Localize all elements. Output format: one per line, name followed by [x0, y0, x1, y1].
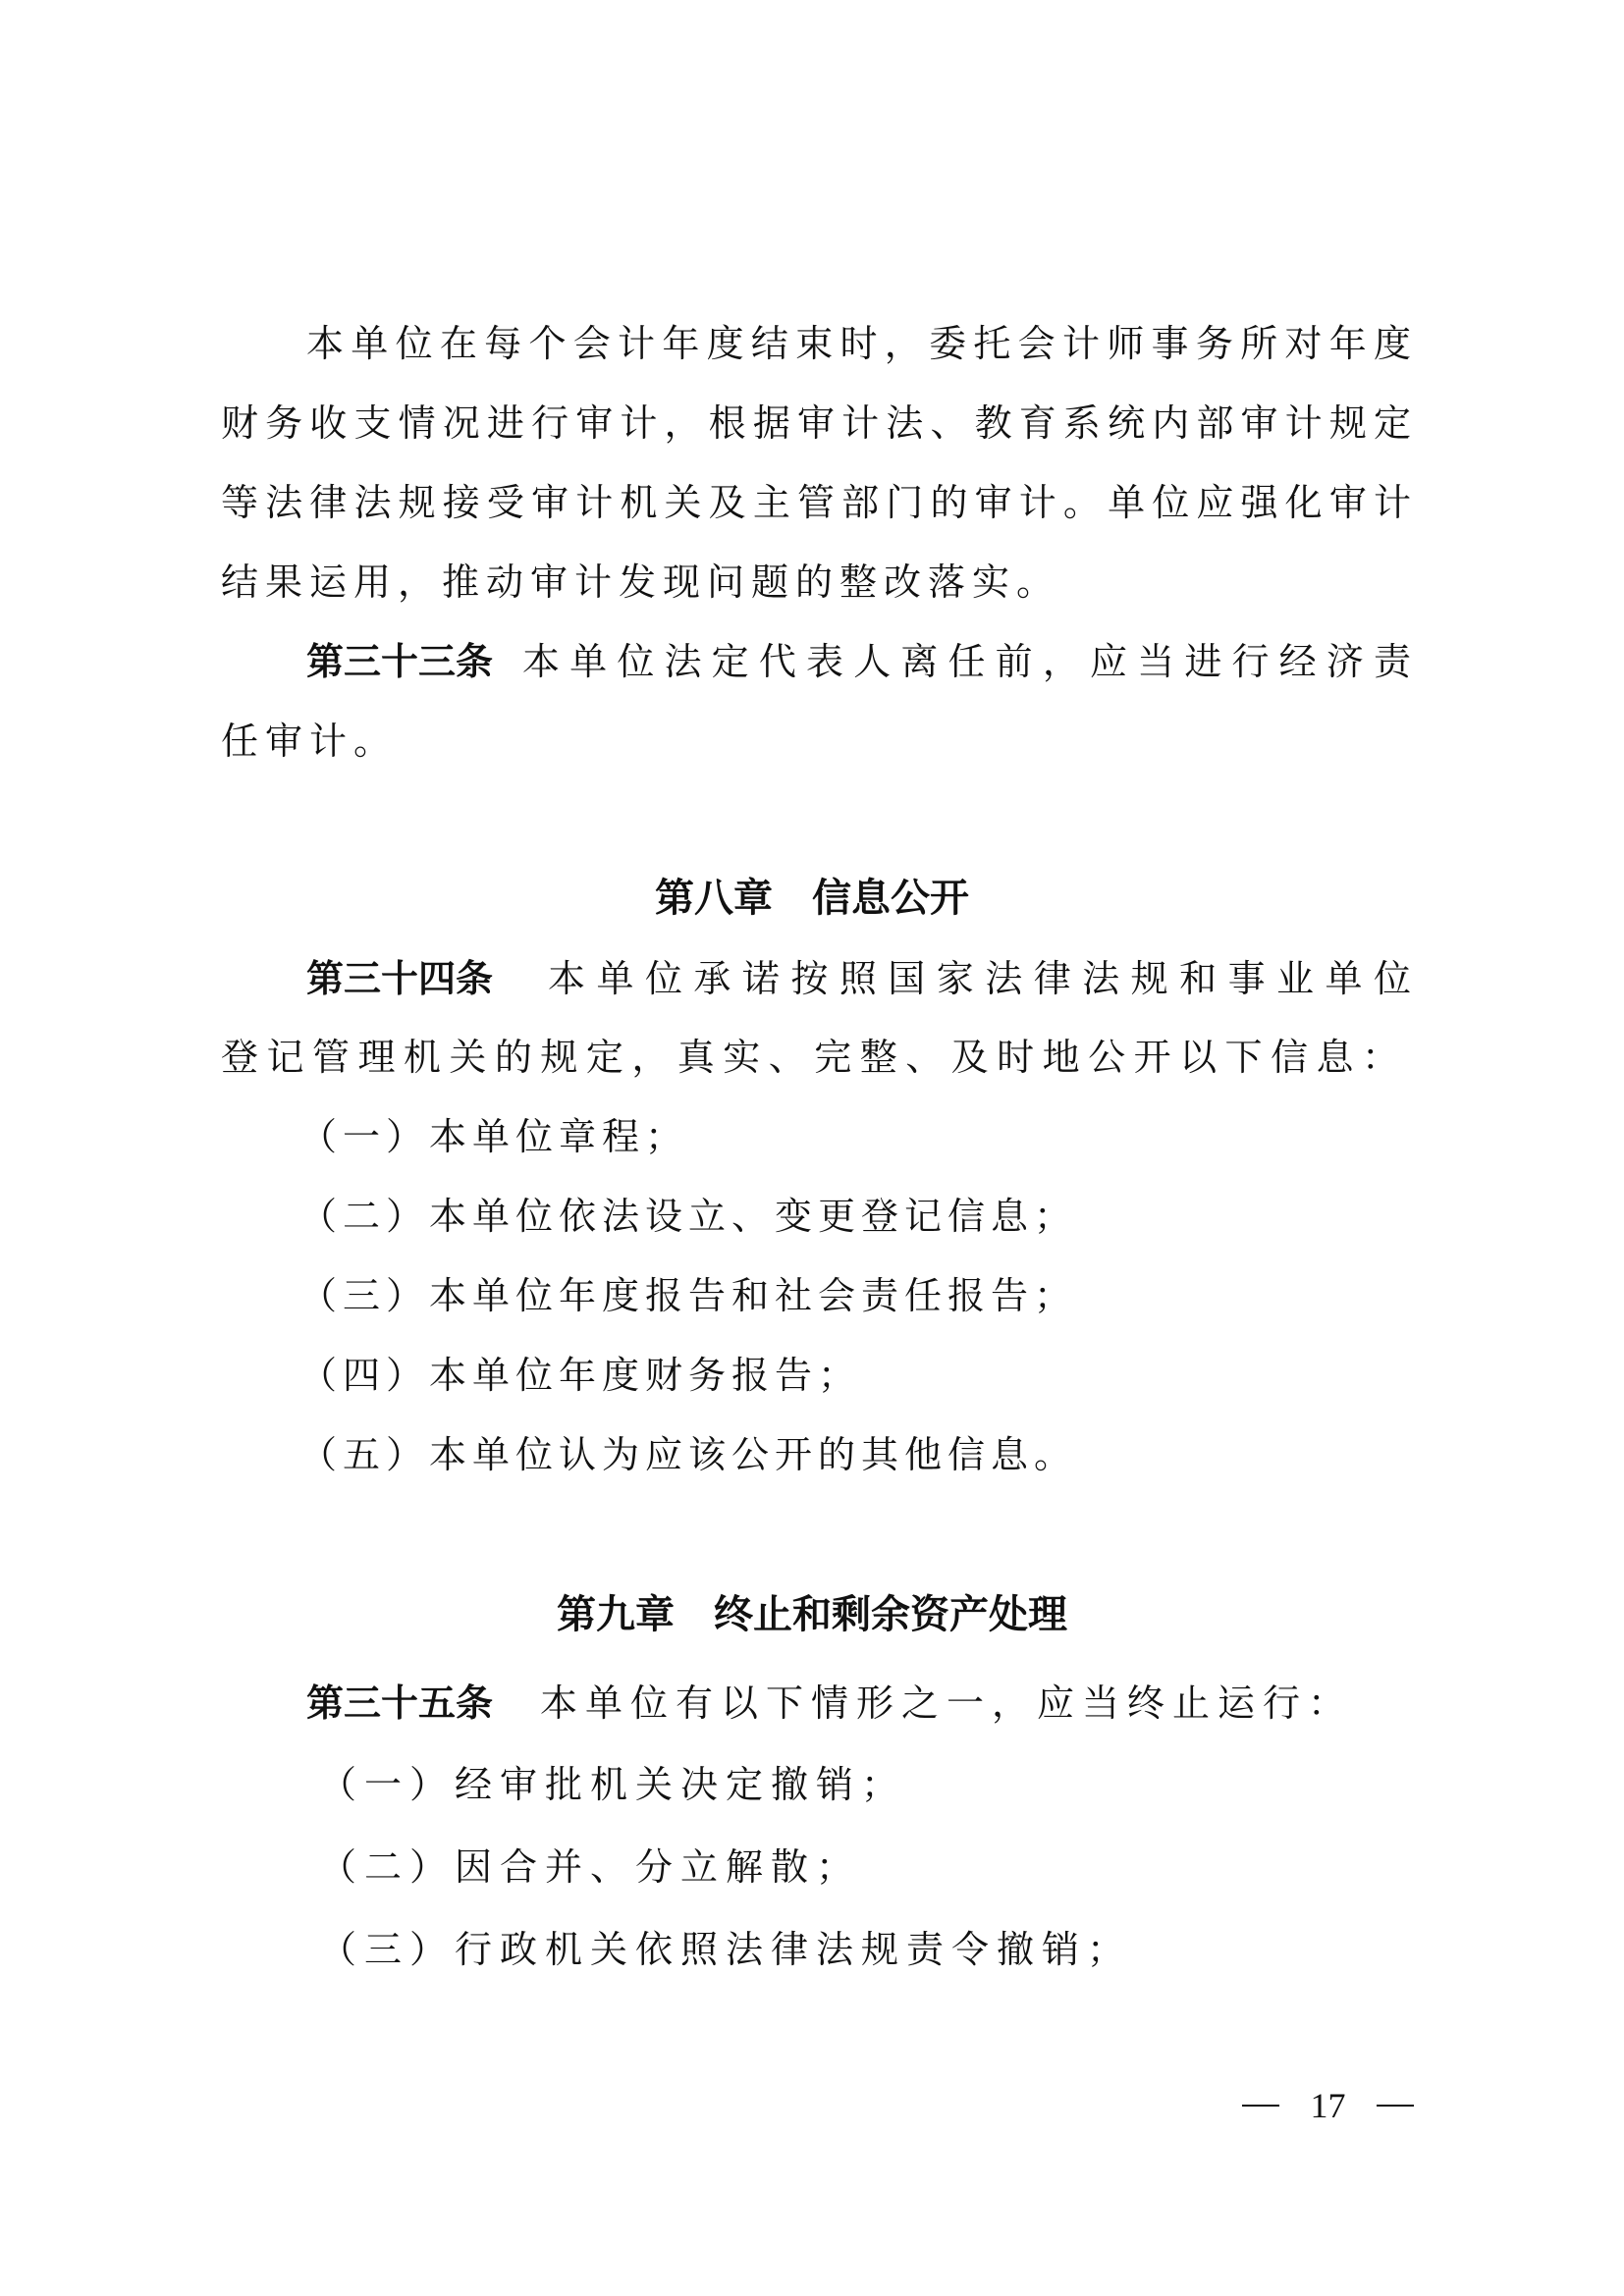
list-item: （二）本单位依法设立、变更登记信息；: [299, 1195, 1078, 1238]
dash-right: [1377, 2105, 1414, 2107]
list-item: （二）因合并、分立解散；: [319, 1845, 862, 1889]
chapter-9-heading: [0, 1590, 1624, 1639]
chapter-title: 终止和剩余资产处理: [714, 1592, 1067, 1637]
article-33: [306, 637, 1411, 686]
paragraph-line: 财务收支情况进行审计，根据审计法、教育系统内部审计规定: [221, 401, 1411, 445]
chapter-title: 信息公开: [812, 876, 969, 921]
chapter-number: 第八章: [655, 876, 773, 921]
list-item: （五）本单位认为应该公开的其他信息。: [299, 1433, 1078, 1476]
article-35: [306, 1679, 1353, 1728]
chapter-8-heading: [0, 874, 1624, 923]
page-number-text: 17: [1310, 2086, 1346, 2125]
article-text: 本单位法定代表人离任前，应当进行经济责: [522, 640, 1411, 683]
article-34: [306, 954, 1411, 1003]
dash-left: [1242, 2105, 1279, 2107]
list-item: （一）经审批机关决定撤销；: [319, 1763, 907, 1806]
paragraph-line: 结果运用，推动审计发现问题的整改落实。: [221, 561, 1061, 604]
paragraph-line: 等法律法规接受审计机关及主管部门的审计。单位应强化审计: [221, 481, 1411, 524]
list-item: （三）行政机关依照法律法规责令撤销；: [319, 1928, 1133, 1971]
list-item: （四）本单位年度财务报告；: [299, 1354, 862, 1397]
page-number: [1242, 2081, 1414, 2130]
list-item: （三）本单位年度报告和社会责任报告；: [299, 1274, 1078, 1317]
article-label: 第三十三条: [306, 640, 494, 683]
list-item: （一）本单位章程；: [299, 1115, 689, 1158]
article-label: 第三十四条: [306, 957, 494, 1000]
paragraph-line: 本单位在每个会计年度结束时，委托会计师事务所对年度: [306, 322, 1411, 365]
article-text: 本单位有以下情形之一，应当终止运行：: [540, 1682, 1354, 1725]
article-text: 任审计。: [221, 720, 399, 763]
article-label: 第三十五条: [306, 1682, 494, 1725]
article-text: 本单位承诺按照国家法律法规和事业单位: [548, 957, 1411, 1000]
article-text: 登记管理机关的规定，真实、完整、及时地公开以下信息：: [221, 1036, 1399, 1079]
chapter-number: 第九章: [557, 1592, 675, 1637]
